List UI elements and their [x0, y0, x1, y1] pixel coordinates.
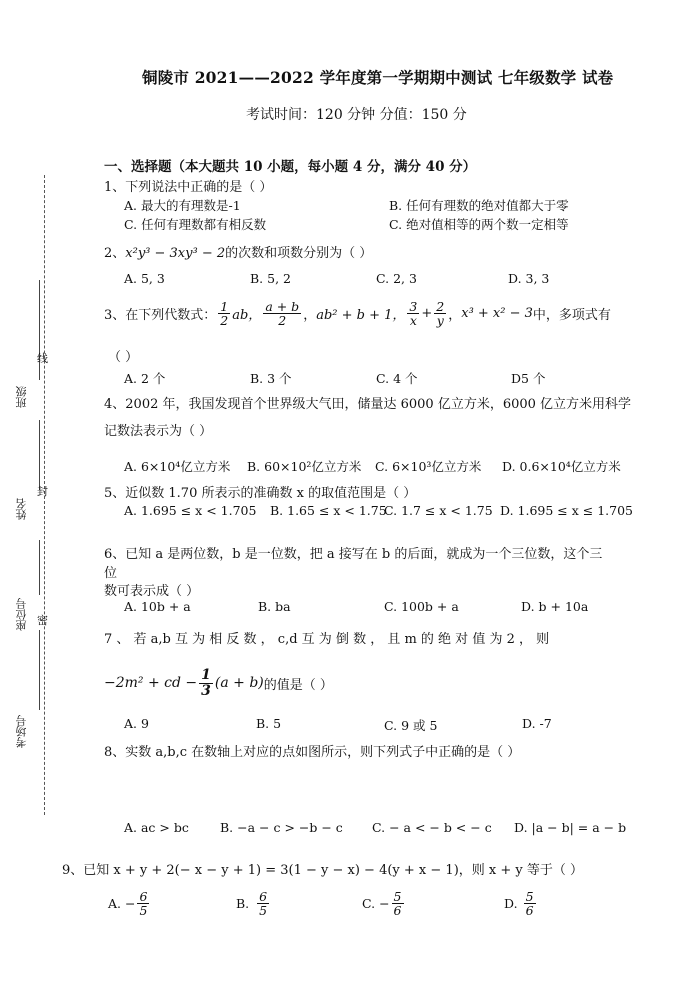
q3-f3-denominator: x	[409, 313, 417, 329]
q9-option-b	[236, 890, 271, 917]
q2-prefix: 2、	[104, 246, 126, 261]
q7-expr-prefix: −2m² + cd −	[104, 675, 198, 692]
q7-expression-line	[104, 668, 333, 698]
q2-suffix: 的次数和项数分别为（ ）	[225, 246, 373, 261]
q9-a-numerator: 6	[139, 889, 148, 904]
q8-option-d: D. |a − b| = a − b	[514, 820, 627, 835]
q7-option-c: C. 9 或 5	[384, 718, 438, 733]
q7-stem-end: 的值是（ ）	[263, 677, 333, 693]
q3-fraction-4	[434, 300, 446, 327]
q3-after-f1: ab，	[232, 308, 262, 324]
q1-stem: 1、下列说法中正确的是（ ）	[104, 180, 273, 195]
q2-option-a: A. 5, 3	[124, 271, 165, 286]
q9-d-fraction	[524, 890, 536, 917]
seal-char-xian: 线	[37, 352, 48, 365]
q3-suffix: 中，多项式有	[532, 308, 611, 324]
margin-label-name: 姓名	[15, 498, 28, 520]
q9-a-denominator: 5	[139, 903, 148, 919]
q3-fraction-1	[218, 300, 230, 327]
q3-prefix: 3、在下列代数式：	[104, 308, 217, 324]
q3-fraction-3	[407, 300, 419, 327]
q9-c-fraction	[392, 890, 404, 917]
q9-stem: 9、已知 x + y + 2(− x − y + 1) = 3(1 − y − x) − 4(y + x − 1)，则 x + y 等于（ ）	[62, 863, 583, 878]
q7-option-d: D. -7	[522, 716, 552, 731]
q8-stem: 8、实数 a,b,c 在数轴上对应的点如图所示，则下列式子中正确的是（ ）	[104, 745, 521, 760]
q8-option-a: A. ac > bc	[124, 820, 189, 835]
q3-f2-denominator: 2	[278, 313, 287, 329]
q3-option-d: D5 个	[511, 371, 546, 386]
margin-label-class: 班级	[15, 386, 28, 408]
q7-option-b: B. 5	[256, 716, 282, 731]
q9-b-label: B.	[236, 896, 250, 912]
q9-c-label: C. −	[362, 896, 390, 912]
q7-stem-line1: 7 、 若 a,b 互 为 相 反 数 ， c,d 互 为 倒 数 ， 且 m 的 绝 对 值 为 2 ， 则	[104, 632, 550, 647]
q3-option-c: C. 4 个	[376, 371, 418, 386]
q9-d-label: D.	[504, 896, 518, 912]
q4-option-b: B. 60×10²亿立方米	[247, 459, 362, 474]
margin-underline-room	[39, 630, 41, 710]
q5-option-d: D. 1.695 ≤ x ≤ 1.705	[500, 503, 633, 518]
q9-a-label: A. −	[108, 896, 136, 912]
q6-option-d: D. b + 10a	[521, 599, 589, 614]
q9-option-d	[504, 890, 538, 917]
q1-option-d: C. 绝对值相等的两个数一定相等	[389, 217, 569, 232]
margin-label-room: 考场号	[15, 715, 28, 748]
q5-option-a: A. 1.695 ≤ x < 1.705	[124, 503, 257, 518]
q9-b-numerator: 6	[259, 889, 268, 904]
q4-stem-line2: 记数法表示为（ ）	[104, 424, 213, 439]
q6-option-a: A. 10b + a	[124, 599, 191, 614]
q6-stem-line1: 6、已知 a 是两位数，b 是一位数，把 a 接写在 b 的后面，就成为一个三位数，这个三	[104, 547, 603, 562]
q2-option-d: D. 3, 3	[508, 271, 550, 286]
q9-d-denominator: 6	[525, 903, 534, 919]
q3-after-f4: ，	[448, 308, 462, 324]
q7-f-numerator: 1	[201, 667, 211, 683]
q9-b-denominator: 5	[259, 903, 268, 919]
q2-stem	[104, 242, 372, 261]
q5-option-b: B. 1.65 ≤ x < 1.75	[270, 503, 387, 518]
q1-option-a: A. 最大的有理数是-1	[124, 198, 241, 213]
q9-d-numerator: 5	[525, 889, 534, 904]
q6-option-c: C. 100b + a	[384, 599, 459, 614]
q3-expression-3: ab² + b + 1，	[316, 308, 406, 324]
q3-f1-numerator: 1	[220, 299, 229, 314]
q3-f4-numerator: 2	[436, 299, 445, 314]
q4-stem-line1: 4、2002 年，我国发现首个世界级大气田，储量达 6000 亿立方米，6000 亿立方米用科学	[104, 397, 632, 412]
q4-option-a: A. 6×10⁴亿立方米	[124, 459, 231, 474]
q9-option-c	[362, 890, 406, 917]
q9-c-denominator: 6	[393, 903, 402, 919]
q6-stem-line3: 数可表示成（ ）	[104, 584, 200, 599]
q3-f2-numerator: a + b	[265, 299, 300, 314]
q5-option-c: C. 1.7 ≤ x < 1.75	[384, 503, 493, 518]
q3-after-f2: ，	[303, 308, 317, 324]
q9-a-fraction	[137, 890, 149, 917]
q3-expression-5: x³ + x² − 3	[461, 306, 533, 322]
q6-stem-line2: 位	[104, 566, 118, 581]
q9-c-numerator: 5	[393, 889, 402, 904]
q6-option-b: B. ba	[258, 599, 291, 614]
exam-subtitle: 考试时间：120 分钟 分值：150 分	[246, 107, 467, 123]
q3-paren: （ ）	[108, 350, 139, 365]
q3-plus: +	[421, 306, 433, 322]
q5-stem: 5、近似数 1.70 所表示的准确数 x 的取值范围是（ ）	[104, 486, 417, 501]
margin-label-seat: 座位号	[15, 598, 28, 631]
q2-option-c: C. 2, 3	[376, 271, 417, 286]
q9-b-fraction	[257, 890, 269, 917]
seal-char-mi: 密	[37, 614, 48, 627]
q4-option-c: C. 6×10³亿立方米	[375, 459, 482, 474]
seal-char-feng: 封	[37, 485, 48, 498]
q2-expression: x²y³ − 3xy³ − 2	[125, 246, 226, 261]
q3-option-a: A. 2 个	[124, 371, 166, 386]
q7-option-a: A. 9	[124, 716, 149, 731]
q2-option-b: B. 5, 2	[250, 271, 291, 286]
q7-fraction	[199, 668, 213, 698]
exam-title: 铜陵市 2021——2022 学年度第一学期期中测试 七年级数学 试卷	[142, 68, 614, 87]
q3-f3-numerator: 3	[409, 299, 418, 314]
q3-stem	[104, 300, 611, 327]
q8-option-c: C. − a < − b < − c	[372, 820, 492, 835]
q9-option-a	[108, 890, 151, 917]
q3-f1-denominator: 2	[220, 313, 229, 329]
q7-expr-suffix: (a + b)	[214, 675, 264, 692]
q7-f-denominator: 3	[201, 682, 211, 699]
q1-option-c: C. 任何有理数都有相反数	[124, 217, 267, 232]
q4-option-d: D. 0.6×10⁴亿立方米	[502, 459, 621, 474]
q1-option-b: B. 任何有理数的绝对值都大于零	[389, 198, 569, 213]
margin-underline-name	[39, 420, 41, 490]
section-heading: 一、选择题（本大题共 10 小题，每小题 4 分，满分 40 分）	[104, 159, 477, 175]
q8-option-b: B. −a − c > −b − c	[220, 820, 343, 835]
q3-fraction-2	[263, 300, 301, 327]
q3-option-b: B. 3 个	[250, 371, 292, 386]
q3-f4-denominator: y	[436, 313, 444, 329]
margin-underline-seat	[39, 540, 41, 595]
